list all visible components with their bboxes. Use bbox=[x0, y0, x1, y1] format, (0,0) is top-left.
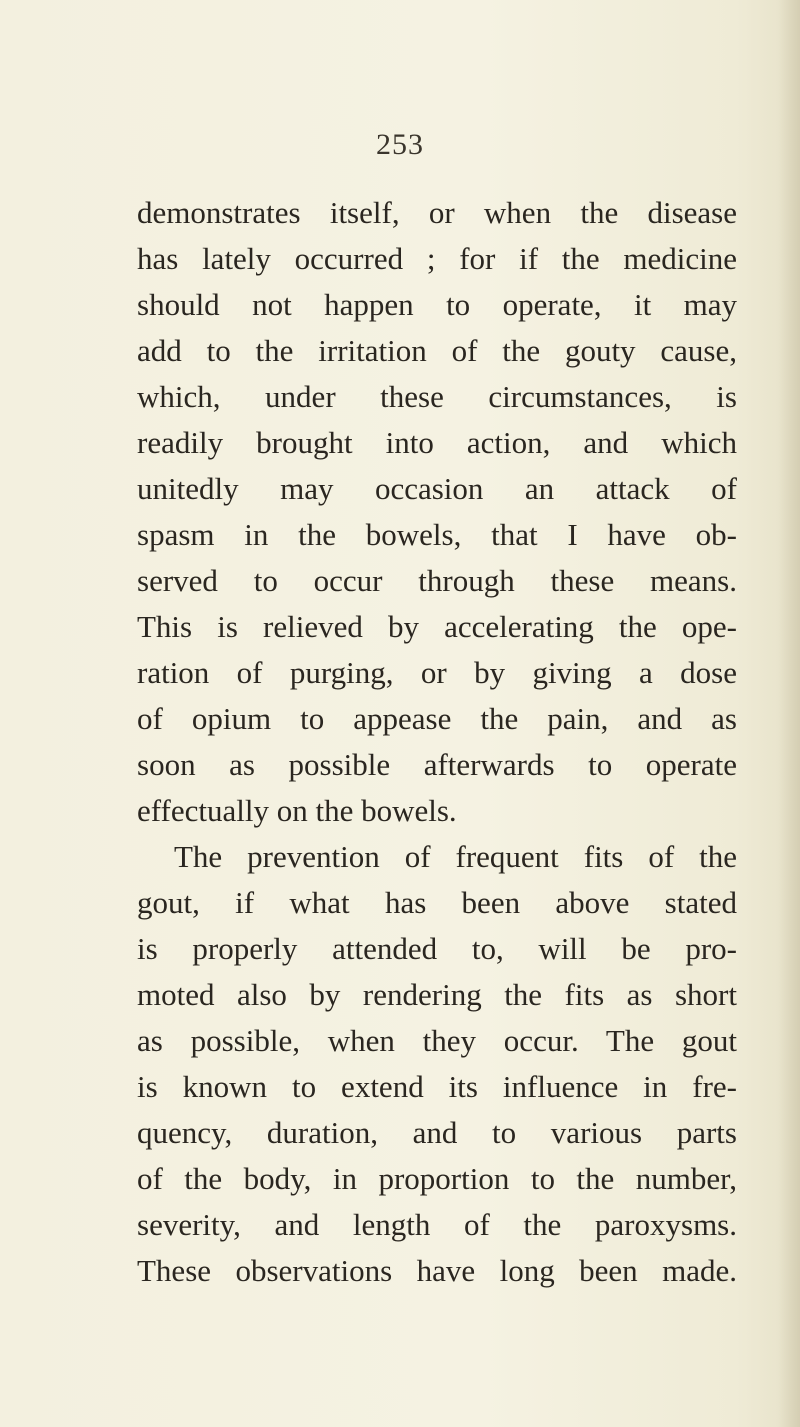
text-line: effectually on the bowels. bbox=[137, 793, 457, 828]
text-line: demonstrates itself, or when the disease bbox=[137, 195, 737, 230]
text-line: of the body, in proportion to the number, bbox=[137, 1161, 737, 1196]
text-line: spasm in the bowels, that I have ob- bbox=[137, 517, 737, 552]
body-text bbox=[137, 190, 737, 1294]
text-line: which, under these circumstances, is bbox=[137, 379, 737, 414]
text-line: add to the irritation of the gouty cause, bbox=[137, 333, 737, 368]
text-line: is properly attended to, will be pro- bbox=[137, 931, 737, 966]
text-line: is known to extend its influence in fre- bbox=[137, 1069, 737, 1104]
text-line: moted also by rendering the fits as short bbox=[137, 977, 737, 1012]
text-line: ration of purging, or by giving a dose bbox=[137, 655, 737, 690]
text-line: of opium to appease the pain, and as bbox=[137, 701, 737, 736]
text-line: unitedly may occasion an attack of bbox=[137, 471, 737, 506]
text-line: readily brought into action, and which bbox=[137, 425, 737, 460]
text-line: as possible, when they occur. The gout bbox=[137, 1023, 737, 1058]
text-line: has lately occurred ; for if the medicine bbox=[137, 241, 737, 276]
text-line: These observations have long been made. bbox=[137, 1253, 737, 1288]
text-line: quency, duration, and to various parts bbox=[137, 1115, 737, 1150]
text-line: soon as possible afterwards to operate bbox=[137, 747, 737, 782]
page-edge-shadow bbox=[778, 0, 800, 1427]
text-line: served to occur through these means. bbox=[137, 563, 737, 598]
text-line: This is relieved by accelerating the ope- bbox=[137, 609, 737, 644]
text-line: gout, if what has been above stated bbox=[137, 885, 737, 920]
page-number: 253 bbox=[376, 128, 424, 161]
text-line: severity, and length of the paroxysms. bbox=[137, 1207, 737, 1242]
text-line: should not happen to operate, it may bbox=[137, 287, 737, 322]
text-line: The prevention of frequent fits of the bbox=[174, 839, 737, 874]
